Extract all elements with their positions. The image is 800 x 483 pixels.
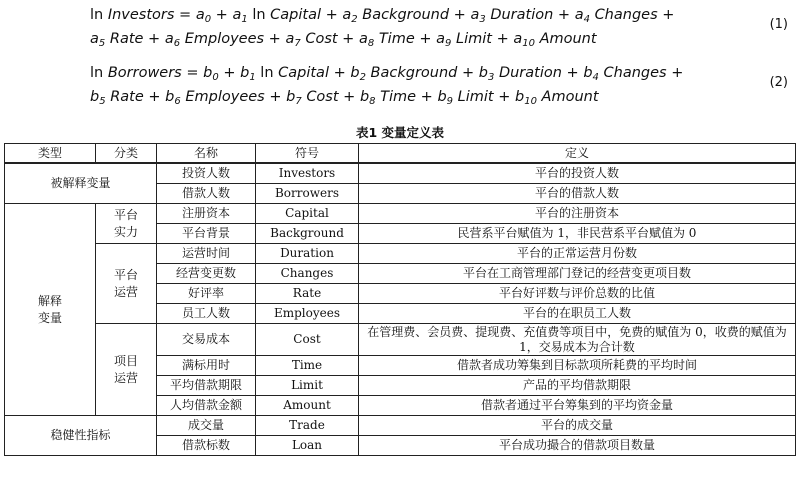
coefficient: b (583, 65, 593, 81)
coefficient: b (350, 65, 360, 81)
variable-name: Background (362, 7, 450, 23)
plus-sign: + (143, 31, 165, 47)
coefficient: a (195, 7, 205, 23)
log-operator: ln (90, 7, 104, 23)
variable-name: Duration (498, 65, 562, 81)
equation-2-number: (2) (769, 75, 788, 90)
plus-sign: + (143, 89, 166, 105)
coefficient-index: 4 (592, 72, 599, 83)
group-platform-strength-label: 平台实力 (113, 207, 138, 239)
row-definition: 平台的注册资本 (359, 204, 796, 224)
log-operator: ln (260, 65, 274, 81)
coefficient-index: 1 (249, 72, 256, 83)
coefficient: a (342, 7, 352, 23)
group-platform-strength (96, 204, 157, 244)
row-definition: 平台的借款人数 (359, 184, 796, 204)
group-project-operation (96, 324, 157, 416)
coefficient-index: 2 (359, 72, 366, 83)
coefficient: a (574, 7, 584, 23)
table-header-row (5, 144, 796, 164)
coefficient: a (513, 31, 523, 47)
plus-sign: + (211, 7, 233, 23)
coefficient: b (437, 89, 447, 105)
coefficient: b (165, 89, 175, 105)
row-symbol: Cost (256, 324, 359, 356)
row-definition: 借款者通过平台筹集到的平均资金量 (359, 396, 796, 416)
table-row (5, 163, 796, 184)
plus-sign: + (264, 31, 286, 47)
variable-name: Limit (457, 89, 494, 105)
row-definition: 平台的在职员工人数 (359, 304, 796, 324)
row-definition: 平台的成交量 (359, 416, 796, 436)
row-name: 成交量 (157, 416, 256, 436)
plus-sign: + (321, 7, 343, 23)
row-definition: 借款者成功筹集到目标款项所耗费的平均时间 (359, 356, 796, 376)
coefficient-index: 10 (522, 38, 535, 49)
row-symbol: Time (256, 356, 359, 376)
plus-sign: + (338, 89, 360, 105)
table-row (5, 416, 796, 436)
header-symbol: 符号 (256, 144, 359, 164)
plus-sign: + (218, 65, 241, 81)
row-definition: 平台好评数与评价总数的比值 (359, 284, 796, 304)
dependent-variable: Investors (107, 7, 175, 23)
row-symbol: Duration (256, 244, 359, 264)
coefficient-index: 8 (367, 38, 375, 49)
coefficient-index: 4 (583, 14, 590, 25)
equation-line-2 (90, 27, 700, 51)
variable-name: Time (378, 31, 415, 47)
variable-name: Amount (541, 89, 599, 105)
variable-name: Employees (185, 89, 265, 105)
variable-name: Limit (456, 31, 492, 47)
coefficient: b (240, 65, 250, 81)
variable-name: Rate (109, 31, 144, 47)
plus-sign: + (449, 7, 471, 23)
coefficient: a (232, 7, 242, 23)
coefficient: b (514, 89, 525, 105)
equation-1-number: (1) (769, 17, 788, 32)
equation-line-2 (90, 85, 700, 109)
table-row (5, 244, 796, 264)
header-definition: 定义 (359, 144, 796, 164)
group-project-operation-label: 项目运营 (113, 353, 138, 385)
plus-sign: + (416, 89, 438, 105)
row-definition: 民营系平台赋值为 1，非民营系平台赋值为 0 (359, 224, 796, 244)
variable-definition-table (4, 143, 796, 456)
row-name: 借款标数 (157, 436, 256, 456)
row-symbol: Limit (256, 376, 359, 396)
plus-sign: + (561, 65, 584, 81)
coefficient-index: 3 (479, 14, 486, 25)
log-operator: ln (252, 7, 266, 23)
row-name: 人均借款金额 (157, 396, 256, 416)
plus-sign: + (657, 7, 675, 23)
row-definition: 平台在工商管理部门登记的经营变更项目数 (359, 264, 796, 284)
variable-name: Employees (184, 31, 265, 47)
row-name: 平均借款期限 (157, 376, 256, 396)
group-robustness: 稳健性指标 (5, 416, 157, 456)
coefficient-index: 2 (351, 14, 358, 25)
coefficient-index: 3 (487, 72, 495, 83)
row-name: 经营变更数 (157, 264, 256, 284)
variable-name: Capital (270, 7, 321, 23)
equation-1 (90, 3, 700, 51)
row-symbol: Trade (256, 416, 359, 436)
row-symbol: Investors (256, 163, 359, 184)
coefficient: a (285, 31, 295, 47)
coefficient-index: 0 (212, 72, 219, 83)
coefficient: a (470, 7, 480, 23)
table-row (5, 324, 796, 356)
row-definition: 在管理费、会员费、提现费、充值费等项目中，免费的赋值为 0，收费的赋值为 1，交易成本为合计数 (359, 324, 796, 356)
coefficient-index: 5 (99, 96, 106, 107)
coefficient-index: 1 (241, 14, 248, 25)
row-symbol: Employees (256, 304, 359, 324)
plus-sign: + (493, 89, 515, 105)
variable-name: Capital (278, 65, 329, 81)
plus-sign: + (553, 7, 575, 23)
plus-sign: + (457, 65, 479, 81)
equals-sign: = (174, 7, 196, 23)
coefficient: a (164, 31, 174, 47)
row-name: 运营时间 (157, 244, 256, 264)
table-row (5, 204, 796, 224)
coefficient-index: 5 (98, 38, 106, 49)
plus-sign: + (328, 65, 351, 81)
plus-sign: + (414, 31, 437, 47)
variable-name: Background (370, 65, 458, 81)
coefficient: a (90, 31, 99, 47)
row-symbol: Background (256, 224, 359, 244)
variable-name: Changes (603, 65, 667, 81)
plus-sign: + (666, 65, 684, 81)
coefficient-index: 9 (445, 38, 452, 49)
header-category: 分类 (96, 144, 157, 164)
coefficient: b (286, 89, 296, 105)
group-platform-operation-label: 平台运营 (113, 267, 138, 299)
group-dependent: 被解释变量 (5, 163, 157, 204)
row-symbol: Loan (256, 436, 359, 456)
row-symbol: Changes (256, 264, 359, 284)
row-name: 交易成本 (157, 324, 256, 356)
group-explanatory-label: 解释变量 (37, 293, 62, 325)
row-symbol: Amount (256, 396, 359, 416)
table-caption: 表1 变量定义表 (355, 125, 445, 140)
row-definition: 平台的投资人数 (359, 163, 796, 184)
row-definition: 产品的平均借款期限 (359, 376, 796, 396)
variable-name: Cost (305, 31, 338, 47)
coefficient-index: 9 (446, 96, 454, 107)
coefficient: b (478, 65, 488, 81)
variable-name: Changes (594, 7, 658, 23)
equation-line-1 (90, 3, 700, 27)
row-symbol: Capital (256, 204, 359, 224)
variable-name: Rate (110, 89, 144, 105)
equals-sign: = (181, 65, 204, 81)
row-name: 员工人数 (157, 304, 256, 324)
group-explanatory (5, 204, 96, 416)
row-name: 好评率 (157, 284, 256, 304)
coefficient: b (203, 65, 213, 81)
coefficient-index: 7 (295, 96, 302, 107)
row-name: 平台背景 (157, 224, 256, 244)
coefficient-index: 7 (294, 38, 301, 49)
coefficient: a (436, 31, 446, 47)
coefficient-index: 8 (369, 96, 376, 107)
row-definition: 平台成功撮合的借款项目数量 (359, 436, 796, 456)
coefficient-index: 0 (204, 14, 212, 25)
coefficient-index: 10 (524, 96, 537, 107)
row-definition: 平台的正常运营月份数 (359, 244, 796, 264)
row-symbol: Borrowers (256, 184, 359, 204)
header-name: 名称 (157, 144, 256, 164)
row-name: 注册资本 (157, 204, 256, 224)
equation-line-1 (90, 61, 700, 85)
header-type: 类型 (5, 144, 96, 164)
coefficient: b (90, 89, 100, 105)
variable-name: Time (380, 89, 417, 105)
coefficient-index: 6 (173, 38, 181, 49)
dependent-variable: Borrowers (107, 65, 182, 81)
coefficient-index: 6 (174, 96, 181, 107)
log-operator: ln (90, 65, 104, 81)
coefficient: b (359, 89, 370, 105)
variable-name: Duration (490, 7, 554, 23)
row-name: 借款人数 (157, 184, 256, 204)
equation-2 (90, 61, 700, 109)
variable-name: Cost (306, 89, 339, 105)
row-name: 满标用时 (157, 356, 256, 376)
group-platform-operation (96, 244, 157, 324)
row-symbol: Rate (256, 284, 359, 304)
plus-sign: + (264, 89, 287, 105)
coefficient: a (358, 31, 368, 47)
plus-sign: + (337, 31, 359, 47)
row-name: 投资人数 (157, 163, 256, 184)
variable-name: Amount (539, 31, 597, 47)
plus-sign: + (491, 31, 514, 47)
